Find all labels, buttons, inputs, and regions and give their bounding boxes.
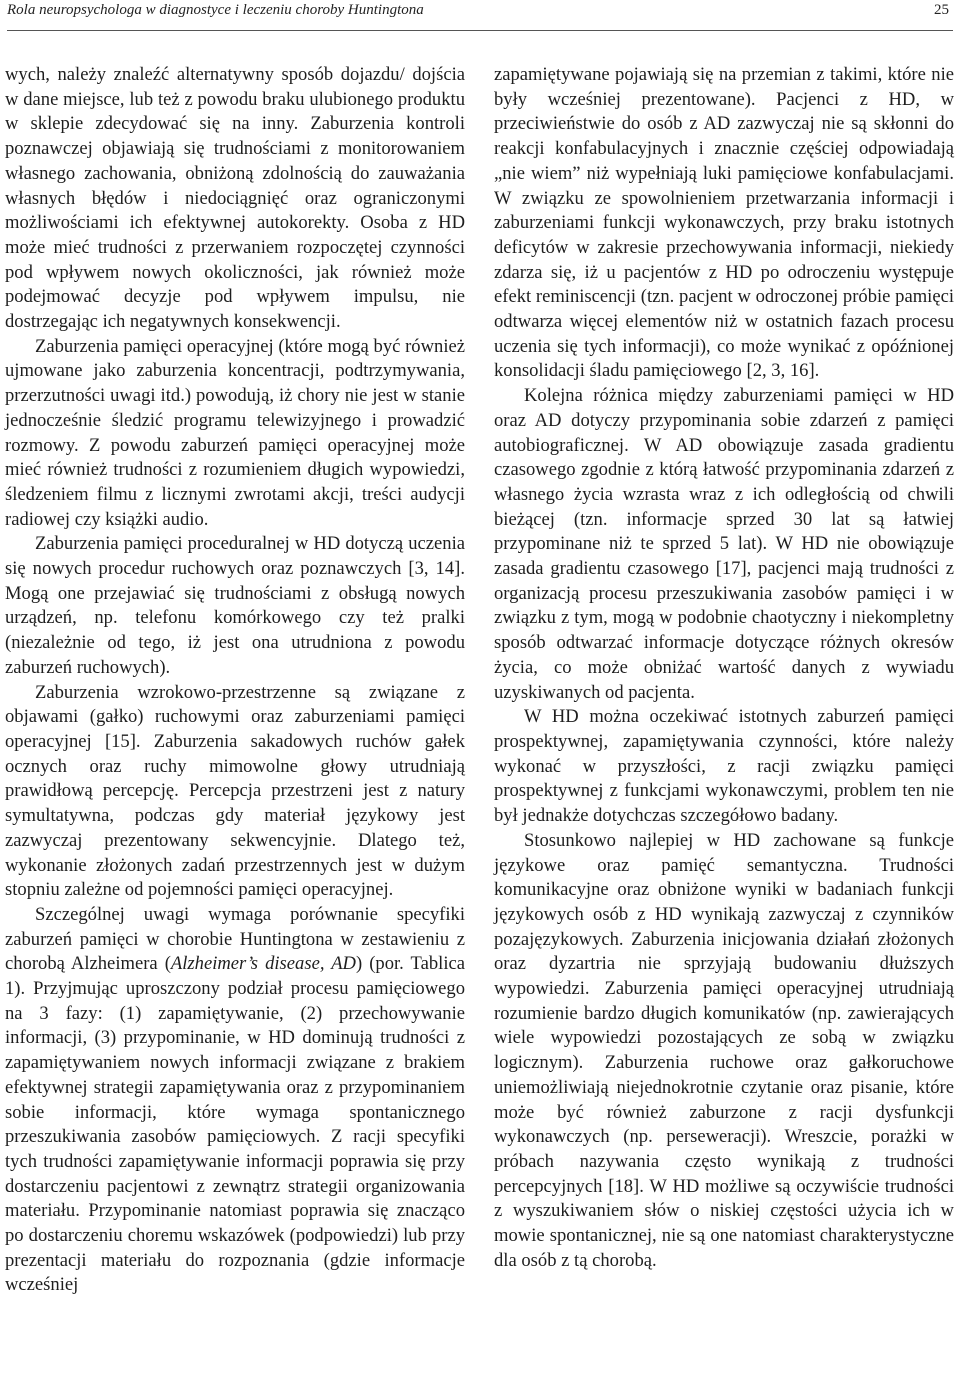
left-column <box>5 63 465 1298</box>
paragraph: zapamiętywane pojawiają się na przemian z takimi, które nie były wcześniej prezentowane). Pacjenci z HD, w przeciwieństwie do osób z AD zazwyczaj nie są skłonni do reakcji konfabulacyjnych i znacznie częściej odpowiadają „nie wiem” niż wypełniają luki pamięciowe konfabulacjami. W związku ze spowolnieniem przetwarzania informacji i zaburzeniami funkcji wykonawczych, przy braku istotnych deficytów w zakresie przechowywania informacji, niekiedy zdarza się, iż u pacjentów z HD po odroczeniu występuje efekt reminiscencji (tzn. pacjent w odroczonej próbie pamięci odtwarza więcej elementów niż w ostatnich fazach procesu uczenia się tych informacji), co może wynikać z opóźnionej konsolidacji śladu pamięciowego [2, 3, 16]. <box>494 64 954 382</box>
paragraph: Kolejna różnica między zaburzeniami pamięci w HD oraz AD dotyczy przypominania sobie zdarzeń z pamięci autobiograficznej. W AD obowiązuje zasada gradientu czasowego zgodnie z którą łatwość przypominania zdarzeń z własnego życia wzrasta wraz z ich odległością od chwili bieżącej (tzn. informacje sprzed 30 lat są łatwiej przypominane niż te sprzed 5 lat). W HD nie obowiązuje zasada gradientu czasowego [17], pacjenci mają trudności z organizacją procesu przeszukiwania zasobów pamięci i w związku z tym, mogą w podobnie chaotyczny i niekompletny sposób odtwarzać informacje dotyczące różnych okresów życia, co może obniżać wartość danych z wywiadu uzyskiwanych od pacjenta. <box>494 385 954 703</box>
text-run: Szczególnej uwagi wymaga porównanie specyfiki zaburzeń pamięci w chorobie Huntingtona w zestawieniu z chorobą Alzheimera ( <box>5 903 465 975</box>
text-run: ) (por. Tablica 1). Przyjmując uproszczony podział procesu pamięciowego na 3 fazy: (1) zapamiętywanie, (2) przechowywanie informacji, (3) przypominanie, w HD dominują trudności z zapamiętywaniem nowych informacji związane z brakiem efektywnej strategii zapamiętywania oraz z przypominaniem sobie informacji, które wymaga spontanicznego przeszukiwania zasobów pamięciowych. Z racji specyfiki tych trudności zapamiętywanie informacji poprawia się przy dostarczeniu pacjentowi z zewnątrz strategii organizowania materiału. Przypominanie natomiast poprawia się znacząco po dostarczeniu choremu wskazówek (podpowiedzi) lub przy prezentacji materiału do rozpoznania (gdzie informacje wcześniej <box>5 953 466 1296</box>
italic-term: Alzheimer’s disease, AD <box>170 953 356 975</box>
paragraph: wych, należy znaleźć alternatywny sposób dojazdu/ dojścia w dane miejsce, lub też z powodu braku ulubionego produktu w sklepie zdecydować się na inny. Zaburzenia kontroli poznawczej objawiają się trudnościami z monitorowaniem własnego zachowania, obniżoną zdolnością do zauważania własnych błędów i niedociągnięć oraz ograniczonymi możliwościami ich efektywnej autokorekty. Osoba z HD może mieć trudności z przerwaniem rozpoczętej czynności pod wpływem nowych okoliczności, jak również może podejmować decyzje pod wpływem impulsu, nie dostrzegając ich negatywnych konsekwencji. <box>5 64 465 333</box>
paragraph <box>5 903 465 1298</box>
paragraph: Zaburzenia wzrokowo-przestrzenne są związane z objawami (gałko) ruchowymi oraz zaburzeniami pamięci operacyjnej [15]. Zaburzenia sakadowych ruchów gałek ocznych oraz ruchy mimowolne głowy utrudniają prawidłową percepcję. Percepcja przestrzeni jest z natury symultatywna, podczas gdy materiał językowy jest zazwyczaj prezentowany sekwencyjnie. Dlatego też, wykonanie złożonych zadań przestrzennych jest w dużym stopniu zależne od pojemności pamięci operacyjnej. <box>5 681 465 901</box>
running-title: Rola neuropsychologa w diagnostyce i leczeniu choroby Huntingtona <box>7 2 424 18</box>
paragraph: Zaburzenia pamięci operacyjnej (które mogą być również ujmowane jako zaburzenia koncentracji, podtrzymywania, przerzutności uwagi itd.) powodują, iż chory nie jest w stanie jednocześnie śledzić programu telewizyjnego i prowadzić rozmowy. Z powodu zaburzeń pamięci operacyjnej może mieć również trudności z rozumieniem długich wypowiedzi, śledzeniem filmu z licznymi zwrotami akcji, treści audycji radiowej czy książki audio. <box>5 335 465 530</box>
paragraph: W HD można oczekiwać istotnych zaburzeń pamięci prospektywnej, zapamiętywania czynności, które należy wykonać w przyszłości, z racji związku pamięci prospektywnej z funkcjami wykonawczymi, problem ten nie był jednakże dotychczas szczegółowo badany. <box>494 706 954 827</box>
page-header <box>7 0 953 31</box>
paragraph: Stosunkowo najlepiej w HD zachowane są funkcje językowe oraz pamięć semantyczna. Trudności komunikacyjne oraz obniżone wyniki w badaniach funkcji językowych osób z HD wynikają zazwyczaj z czynników pozajęzykowych. Zaburzenia inicjowania działań złożonych oraz dyzartria nie sprzyjają budowaniu dłuższych wypowiedzi. Zaburzenia pamięci operacyjnej utrudniają rozumienie bardzo długich komunikatów (np. zawierających wiele wypowiedzi pozostających ze sobą w związku logicznym). Zaburzenia ruchowe oraz gałkoruchowe uniemożliwiają niejednokrotnie czytanie oraz pisanie, które może być również zaburzone z racji dysfunkcji wykonawczych (np. perseweracji). Wreszcie, porażki w próbach nazywania często wynikają z trudności percepcyjnych [18]. W HD możliwe są oczywiście trudności z wyszukiwaniem słów o niskiej częstości użycia ich w mowie spontanicznej, nie są one natomiast charakterystyczne dla osób z tą chorobą. <box>494 829 954 1271</box>
page-number: 25 <box>934 2 949 18</box>
paragraph: Zaburzenia pamięci proceduralnej w HD dotyczą uczenia się nowych procedur ruchowych oraz poznawczych [3, 14]. Mogą one przejawiać się trudnościami z obsługą nowych urządzeń, np. telefonu komórkowego czy też pralki (niezależnie od tego, iż jest ona utrudniona z powodu zaburzeń ruchowych). <box>5 533 465 678</box>
right-column <box>494 63 954 1273</box>
